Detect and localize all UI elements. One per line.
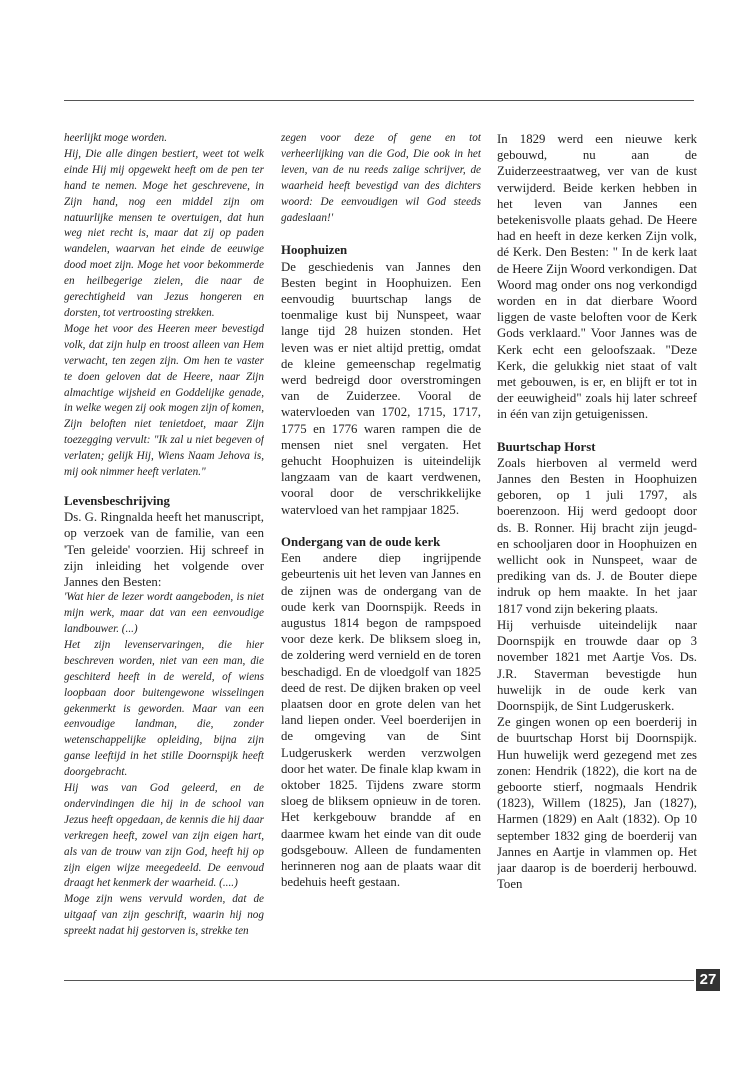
- paragraph: Een andere diep ingrijpende gebeurtenis uit het leven van Jannes en de zijnen was de ondergang van de oude kerk van Doornspijk. Reeds in augustus 1814 begon de rampspoed voor deze kerk. De bliksem sloeg in, de zoldering werd vernield en de toren beschadigd. En de vloedgolf van 1825 deed de rest. De dijken braken op veel plaatsen door en grote delen van het land liepen onder. Veel boerderijen in de omgeving van de Sint Ludgeruskerk werden verzwolgen door het water. De finale klap kwam in oktober 1825. Tijdens zware storm sloeg de bliksem opnieuw in de toren. Het kerkgebouw brandde af en daarmee kwam het einde van dit oude godsgebouw. Alleen de fundamenten herinneren nog aan de plaats waar dit bedehuis heeft gestaan.: [281, 551, 481, 890]
- quote-paragraph: Hij was van God geleerd, en de ondervindingen die hij in de school van Jezus heeft opgedaan, de kennis die hij daar verkregen heeft, zowel van zijn eigen hart, als van de trouw van zijn God, heeft hij op zijn eigen wijze meegedeeld. De eenvoud draagt het kenmerk der waarheid. (....): [64, 782, 264, 890]
- paragraph: Moge het voor des Heeren meer bevestigd volk, dat zijn hulp en troost alleen van Hem verwacht, ten zegen zijn. Om hen te vaster te doen geloven dat de Heere, naar Zijn almachtige wijsheid en Goddelijke genade, in welke wegen zij ook mogen zijn of komen, Zijn beloften niet tenietdoet, maar Zijn toezegging vervult: "Ik zal u niet begeven of verlaten; gelijk Hij, Wiens Naam Jehova is, mij ook nimmer heeft verlaten.": [64, 322, 264, 479]
- paragraph: Ze gingen wonen op een boerderij in de buurtschap Horst bij Doornspijk. Hun huwelijk werd gezegend met zes zonen: Hendrik (1822), die kort na de geboorte stierf, nogmaals Hendrik (1823), Willem (1825), Jan (1827), Harmen (1829) en Aalt (1832). Op 10 september 1832 ging de boerderij van Jannes en Aartje in vlammen op. Het jaar daarop is de boerderij herbouwd. Toen: [497, 715, 697, 892]
- paragraph: heerlijkt moge worden.: [64, 132, 168, 144]
- section-heading: Levensbeschrijving: [64, 493, 170, 508]
- column-1: [64, 131, 264, 940]
- section-heading: Buurtschap Horst: [497, 439, 596, 454]
- top-rule: [64, 100, 694, 101]
- page-number: 27: [696, 969, 720, 991]
- column-2: [281, 131, 481, 890]
- quote-paragraph: Het zijn levenservaringen, die hier beschreven worden, niet van een man, die geschiterd heeft in de wereld, of wiens loopbaan door buitengewone wisselingen gekenmerkt is geworden. Maar van een eenvoudige landman, die, zonder wetenschappelijke opleiding, bijna zijn ganse leeftijd in het stille Doornspijk heeft doorgebracht.: [64, 638, 264, 779]
- section-heading: Ondergang van de oude kerk: [281, 534, 441, 549]
- section-heading: Hoophuizen: [281, 243, 348, 258]
- quote-paragraph: zegen voor deze of gene en tot verheerlijking van die God, Die ook in het leven, van de nu reeds zalige schrijver, de waarheid heeft bevestigd van des dichters woord: De eenvoudigen wil God steeds gadeslaan!': [281, 132, 481, 224]
- paragraph: De geschiedenis van Jannes den Besten begint in Hoophuizen. Een eenvoudig buurtschap langs de toenmalige kust bij Nunspeet, waar lange tijd 28 huizen stonden. Het leven was er niet altijd prettig, omdat de kleine gemeenschap regelmatig werd bedreigd door overstromingen van de Zuiderzee. Vooral de watervloeden van 1702, 1715, 1717, 1775 en 1776 waren rampen die de mensen niet snel vergaten. Het gehucht Hoophuizen is uiteindelijk langzaam van de kaart verdwenen, vooral door de verschrikkelijke watervloed van het rampjaar 1825.: [281, 259, 481, 517]
- paragraph: In 1829 werd een nieuwe kerk gebouwd, nu aan de Zuiderzeestraatweg, ver van de kust verwijderd. Beide kerken hebben in het leven van Jannes een betekenisvolle plaats gehad. De Heere had en heeft in deze kerken Zijn volk, dé Kerk. Den Besten: " In de kerk laat de Heere Zijn Woord verkondigen. Dat Woord mag onder ons nog verkondigd worden en in dat dierbare Woord liggen de vaste beloften voor de Kerk Gods verklaard." Voor Jannes was de Kerk echt een geloofszaak. "Deze Kerk, die gelukkig niet staat of valt met gebouwen, is er, en blijft er tot in der eeuwigheid" zoals hij later schreef in één van zijn getuigenissen.: [497, 132, 697, 422]
- paragraph: Hij, Die alle dingen bestiert, weet tot welk einde Hij mij opgewekt heeft om de pen ter hand te nemen. Moge het geschrevene, in Zijn hand, nog een middel zijn om natuurlijke mensen te overtuigen, dat hun weg niet recht is, maar dat zij op paden wandelen, waarvan het einde de eeuwige dood moet zijn. Moge het voor bekommerde en heilbegerige zielen, die naar de gerechtigheid van Jezus hongeren en dorsten, tot vertroosting strekken.: [64, 147, 264, 319]
- paragraph: Zoals hierboven al vermeld werd Jannes den Besten in Hoophuizen geboren, op 1 juli 1797, als boerenzoon. Hij werd gedoopt door ds. B. Ronner. Hij bracht zijn jeugd- en schooljaren door in Hoophuizen en wellicht ook in Nunspeet, waar de prediking van ds. J. de Bouter diepe indruk op hem maakte. In het jaar 1817 vond zijn bekering plaats.: [497, 455, 697, 616]
- bottom-rule: [64, 980, 694, 981]
- quote-paragraph: 'Wat hier de lezer wordt aangeboden, is niet mijn werk, maar dat van een eenvoudige landbouwer. (...): [64, 591, 264, 635]
- quote-paragraph: Moge zijn wens vervuld worden, dat de uitgaaf van zijn geschrift, waarin hij nog spreekt nadat hij gestorven is, strekke ten: [64, 893, 264, 938]
- column-3: [497, 131, 697, 892]
- paragraph: Hij verhuisde uiteindelijk naar Doornspijk en trouwde daar op 3 november 1821 met Aartje Vos. Ds. J.R. Staverman bevestigde hun huwelijk in de oude kerk van Doornspijk, de Sint Ludgeruskerk.: [497, 617, 697, 713]
- paragraph: Ds. G. Ringnalda heeft het manuscript, op verzoek van de familie, van een 'Ten geleide' voorzien. Hij schreef in zijn inleiding het volgende over Jannes den Besten:: [64, 510, 264, 589]
